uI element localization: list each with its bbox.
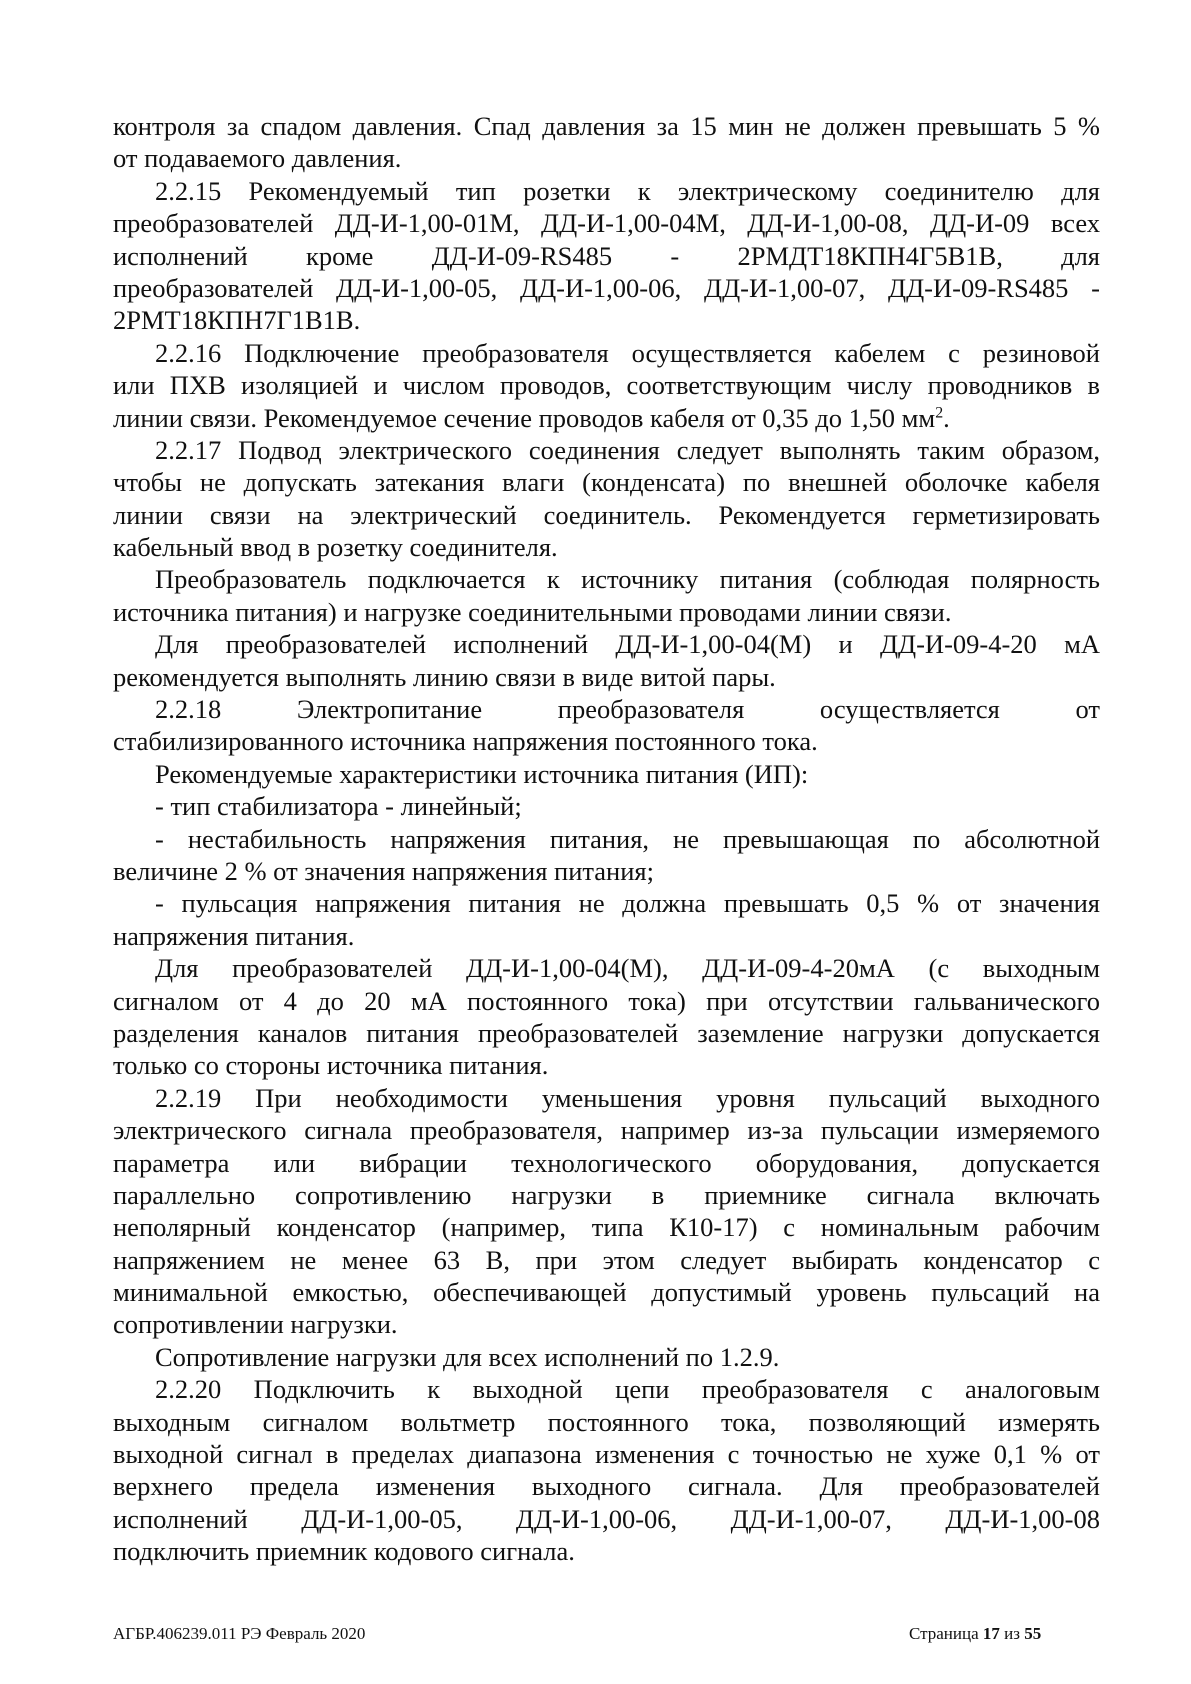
footer-doc-id: АГБР.406239.011 РЭ Февраль 2020 [113, 1624, 366, 1643]
text-line: 2.2.19 При необходимости уменьшения уровня пульсаций выходного [155, 1082, 1100, 1113]
text-line: выходной сигнал в пределах диапазона изменения с точностью не хуже 0,1 % от [113, 1439, 1100, 1470]
text-line: линии связи на электрический соединитель. Рекомендуется герметизировать [113, 499, 1100, 530]
text-line: исполнений ДД-И-1,00-05, ДД-И-1,00-06, ДД-И-1,00-07, ДД-И-1,00-08 [113, 1503, 1100, 1534]
text-line: стабилизированного источника напряжения постоянного тока. [113, 726, 818, 757]
body-text [113, 110, 1100, 1568]
text-line: только со стороны источника питания. [113, 1050, 549, 1081]
page-total: 55 [1024, 1624, 1042, 1643]
text-line: Преобразователь подключается к источнику питания (соблюдая полярность [155, 564, 1100, 595]
text-line: разделения каналов питания преобразователей заземление нагрузки допускается [113, 1017, 1100, 1048]
text-line: источника питания) и нагрузке соединительными проводами линии связи. [113, 596, 952, 627]
text-line: 2РМТ18КПН7Г1В1В. [113, 305, 361, 336]
page-label: Страница [909, 1624, 983, 1643]
list-item: - тип стабилизатора - линейный; [155, 791, 522, 822]
text-line: чтобы не допускать затекания влаги (конденсата) по внешней оболочке кабеля [113, 467, 1100, 498]
text-line: подключить приемник кодового сигнала. [113, 1536, 575, 1567]
text-line: верхнего предела изменения выходного сигнала. Для преобразователей [113, 1471, 1100, 1502]
text-line: напряжения питания. [113, 920, 355, 951]
text-line: 2.2.20 Подключить к выходной цепи преобразователя с аналоговым [155, 1374, 1100, 1405]
text-line: исполнений кроме ДД-И-09-RS485 - 2РМДТ18КПН4Г5В1В, для [113, 240, 1100, 271]
list-item: - пульсация напряжения питания не должна превышать 0,5 % от значения [155, 888, 1100, 919]
text-line: 2.2.15 Рекомендуемый тип розетки к электрическому соединителю для [155, 175, 1100, 206]
text-line: 2.2.18 Электропитание преобразователя осуществляется от [155, 694, 1100, 725]
text-line-end: . [943, 402, 950, 433]
text-line: преобразователей ДД-И-1,00-05, ДД-И-1,00-06, ДД-И-1,00-07, ДД-И-09-RS485 - [113, 272, 1100, 303]
text-line: контроля за спадом давления. Спад давления за 15 мин не должен превышать 5 % [113, 111, 1100, 141]
text-line: от подаваемого давления. [113, 143, 402, 174]
text-line: рекомендуется выполнять линию связи в виде витой пары. [113, 661, 776, 692]
text-line: параллельно сопротивлению нагрузки в приемнике сигнала включать [113, 1179, 1100, 1210]
text-line: параметра или вибрации технологического оборудования, допускается [113, 1147, 1100, 1178]
text-line: Для преобразователей ДД-И-1,00-04(М), ДД-И-09-4-20мА (с выходным [155, 953, 1100, 984]
text-line: кабельный ввод в розетку соединителя. [113, 532, 558, 563]
superscript: 2 [935, 403, 944, 421]
text-line: величине 2 % от значения напряжения питания; [113, 855, 654, 886]
page-current: 17 [982, 1624, 1000, 1643]
text-line: выходным сигналом вольтметр постоянного тока, позволяющий измерять [113, 1406, 1100, 1437]
text-line [113, 402, 1100, 434]
text-line: неполярный конденсатор (например, типа К10-17) с номинальным рабочим [113, 1212, 1100, 1243]
text-line: сопротивлении нагрузки. [113, 1309, 398, 1340]
text-line: Рекомендуемые характеристики источника питания (ИП): [155, 758, 809, 789]
text-line: электрического сигнала преобразователя, например из-за пульсации измеряемого [113, 1115, 1100, 1146]
page-separator: из [999, 1624, 1025, 1643]
text-line: Сопротивление нагрузки для всех исполнений по 1.2.9. [155, 1341, 780, 1372]
text-line: сигналом от 4 до 20 мА постоянного тока) при отсутствии гальванического [113, 985, 1100, 1016]
text-line: 2.2.16 Подключение преобразователя осуществляется кабелем с резиновой [155, 337, 1100, 368]
text-line: минимальной емкостью, обеспечивающей допустимый уровень пульсаций на [113, 1277, 1100, 1308]
text-line: напряжением не менее 63 В, при этом следует выбирать конденсатор с [113, 1244, 1100, 1275]
text-line-content: линии связи. Рекомендуемое сечение проводов кабеля от 0,35 до 1,50 мм [113, 402, 936, 433]
text-line: или ПХВ изоляцией и числом проводов, соответствующим числу проводников в [113, 370, 1100, 401]
footer-page-number [909, 1624, 1041, 1644]
text-line: Для преобразователей исполнений ДД-И-1,00-04(М) и ДД-И-09-4-20 мА [155, 629, 1100, 660]
list-item: - нестабильность напряжения питания, не превышающая по абсолютной [155, 823, 1100, 854]
text-line: 2.2.17 Подвод электрического соединения следует выполнять таким образом, [155, 434, 1100, 465]
text-line: преобразователей ДД-И-1,00-01М, ДД-И-1,00-04М, ДД-И-1,00-08, ДД-И-09 всех [113, 208, 1100, 239]
